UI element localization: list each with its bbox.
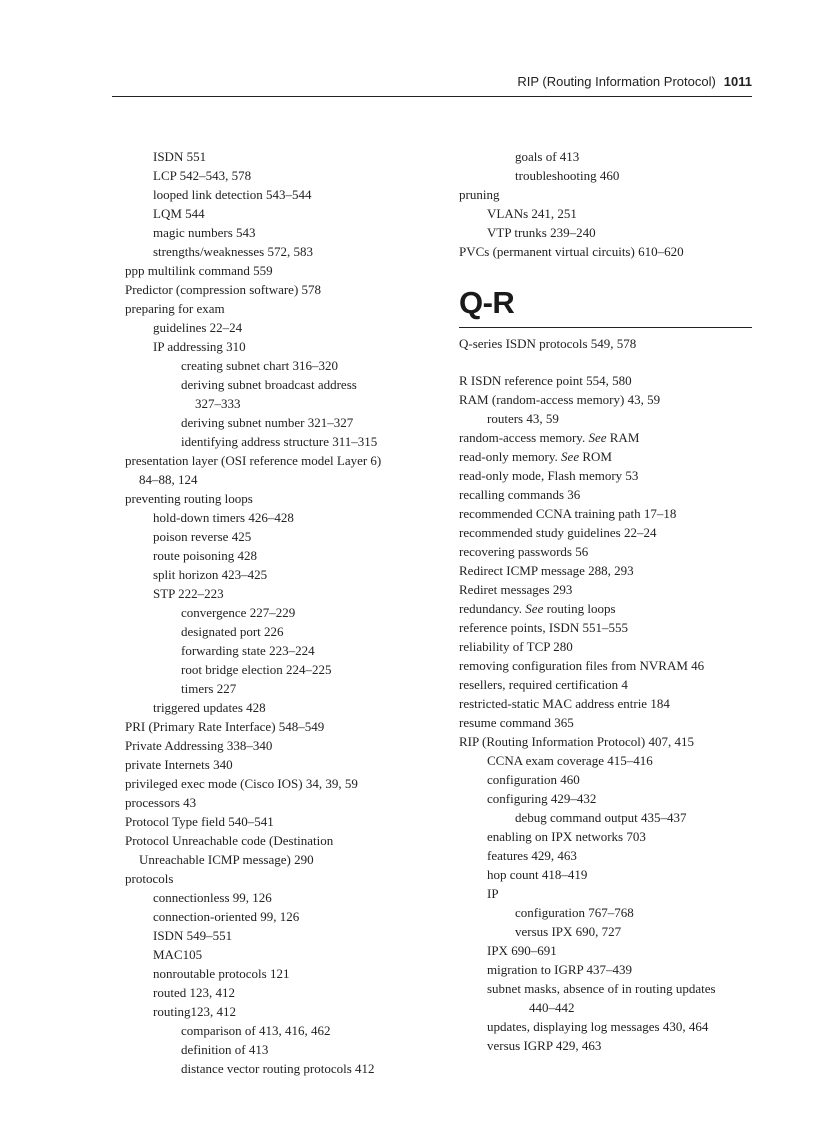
index-entry-text: debug command output 435–437 (515, 810, 687, 825)
index-entry-text: features 429, 463 (487, 848, 577, 863)
index-entry (125, 812, 445, 831)
index-entry (459, 732, 759, 751)
index-entry-text: distance vector routing protocols 412 (181, 1061, 375, 1076)
index-entry-text: R ISDN reference point 554, 580 (459, 373, 632, 388)
index-entry-text: forwarding state 223–224 (181, 643, 315, 658)
index-entry (125, 717, 445, 736)
section-rule (459, 327, 752, 328)
section-heading: Q-R (459, 285, 515, 320)
index-entry (459, 808, 759, 827)
index-entry-text: configuration 767–768 (515, 905, 634, 920)
index-entry (125, 755, 445, 774)
running-head (517, 74, 752, 89)
index-entry-text: deriving subnet number 321–327 (181, 415, 354, 430)
entry-gap (459, 353, 759, 371)
header-rule (112, 96, 752, 97)
index-entry (459, 998, 759, 1017)
index-entry-text: timers 227 (181, 681, 237, 696)
index-entry-text: recommended CCNA training path 17–18 (459, 506, 677, 521)
index-entry (459, 751, 759, 770)
index-entry (125, 869, 445, 888)
index-entry-text: troubleshooting 460 (515, 168, 620, 183)
index-entry (459, 789, 759, 808)
index-entry (459, 390, 759, 409)
index-entry (459, 580, 759, 599)
index-entry-text: LCP 542–543, 578 (153, 168, 252, 183)
index-entry-text: resume command 365 (459, 715, 574, 730)
index-entry (459, 960, 759, 979)
index-entry-text: configuring 429–432 (487, 791, 597, 806)
index-entry (125, 527, 445, 546)
index-entry-text: route poisoning 428 (153, 548, 257, 563)
index-column-right (459, 147, 759, 1055)
index-entry-text: PRI (Primary Rate Interface) 548–549 (125, 719, 325, 734)
index-entry-text: LQM 544 (153, 206, 205, 221)
index-entry (125, 337, 445, 356)
see-reference-label: See (525, 601, 544, 616)
index-entry (125, 1021, 445, 1040)
index-entry (459, 713, 759, 732)
see-reference-target: RAM (609, 430, 640, 445)
index-entry (125, 451, 445, 470)
index-entry (459, 561, 759, 580)
index-entry-text: preparing for exam (125, 301, 225, 316)
index-entry-text: hold-down timers 426–428 (153, 510, 294, 525)
index-entry (459, 979, 759, 998)
index-entries-q (459, 334, 759, 353)
index-entry (459, 865, 759, 884)
index-entry (459, 242, 759, 261)
index-entry-text: restricted-static MAC address entrie 184 (459, 696, 670, 711)
index-entry-text: Private Addressing 338–340 (125, 738, 273, 753)
index-entry (125, 850, 445, 869)
index-entry-text: preventing routing loops (125, 491, 253, 506)
index-entry-text: pruning (459, 187, 500, 202)
index-entry (125, 261, 445, 280)
index-entry-text: identifying address structure 311–315 (181, 434, 378, 449)
see-reference-target: ROM (582, 449, 612, 464)
index-entry (459, 770, 759, 789)
index-entry (459, 922, 759, 941)
index-entry-text: presentation layer (OSI reference model Layer 6) (125, 453, 382, 468)
index-entry-text: ppp multilink command 559 (125, 263, 273, 278)
index-entry (125, 280, 445, 299)
index-entry-text: VTP trunks 239–240 (487, 225, 596, 240)
index-entry-text: MAC105 (153, 947, 203, 962)
index-entry (125, 736, 445, 755)
see-reference-label: See (588, 430, 607, 445)
index-entry-text: 440–442 (529, 1000, 575, 1015)
index-entry-text: RIP (Routing Information Protocol) 407, 415 (459, 734, 694, 749)
index-entry-text: removing configuration files from NVRAM 46 (459, 658, 705, 673)
index-entry-text: privileged exec mode (Cisco IOS) 34, 39, 59 (125, 776, 358, 791)
index-entry-text: definition of 413 (181, 1042, 269, 1057)
index-entry-text: Q-series ISDN protocols 549, 578 (459, 336, 637, 351)
index-entry (125, 698, 445, 717)
index-entry (125, 584, 445, 603)
index-entry (125, 907, 445, 926)
index-entry-text: magic numbers 543 (153, 225, 256, 240)
index-entry-text: Protocol Unreachable code (Destination (125, 833, 334, 848)
index-entry (125, 375, 445, 394)
index-entry (459, 846, 759, 865)
index-entry-text: migration to IGRP 437–439 (487, 962, 633, 977)
index-entry-text: VLANs 241, 251 (487, 206, 577, 221)
index-entry (459, 523, 759, 542)
index-entries-p (459, 147, 759, 261)
index-entry-text: configuration 460 (487, 772, 580, 787)
index-entry-text: recovering passwords 56 (459, 544, 589, 559)
index-entry-text: enabling on IPX networks 703 (487, 829, 646, 844)
index-entry (125, 565, 445, 584)
index-entry (125, 242, 445, 261)
index-entry (125, 394, 445, 413)
index-entry-text: redundancy. (459, 601, 523, 616)
index-entry-text: comparison of 413, 416, 462 (181, 1023, 331, 1038)
index-column-left (125, 147, 445, 1078)
index-entry (125, 983, 445, 1002)
index-entry-text: 84–88, 124 (139, 472, 198, 487)
index-entry (459, 599, 759, 618)
index-entry (125, 223, 445, 242)
index-entry (459, 147, 759, 166)
index-entry-text: guidelines 22–24 (153, 320, 243, 335)
index-entry-text: reference points, ISDN 551–555 (459, 620, 628, 635)
index-entry-text: triggered updates 428 (153, 700, 266, 715)
index-entry (459, 409, 759, 428)
index-entry (459, 618, 759, 637)
index-entry (459, 504, 759, 523)
index-entry-text: connectionless 99, 126 (153, 890, 272, 905)
index-entry-text: Predictor (compression software) 578 (125, 282, 322, 297)
index-entry-text: RAM (random-access memory) 43, 59 (459, 392, 661, 407)
index-entry (459, 1017, 759, 1036)
index-entry (459, 371, 759, 390)
index-entry-text: Protocol Type field 540–541 (125, 814, 274, 829)
index-entry-text: STP 222–223 (153, 586, 224, 601)
index-entry (459, 827, 759, 846)
page-header (112, 66, 752, 96)
index-entry-text: routers 43, 59 (487, 411, 559, 426)
index-entry-text: connection-oriented 99, 126 (153, 909, 300, 924)
index-entry-text: recalling commands 36 (459, 487, 581, 502)
index-entry (125, 413, 445, 432)
index-entry-text: ISDN 549–551 (153, 928, 233, 943)
index-entry-text: Redirect ICMP message 288, 293 (459, 563, 634, 578)
index-entry-text: routing123, 412 (153, 1004, 237, 1019)
index-entry (459, 204, 759, 223)
index-entry (125, 546, 445, 565)
index-entry (459, 447, 759, 466)
index-entry (125, 489, 445, 508)
index-entry-text: Rediret messages 293 (459, 582, 573, 597)
index-entry-text: creating subnet chart 316–320 (181, 358, 339, 373)
index-entry-text: protocols (125, 871, 174, 886)
index-entry-text: CCNA exam coverage 415–416 (487, 753, 653, 768)
index-entry (125, 185, 445, 204)
index-entry (459, 656, 759, 675)
index-entry-text: strengths/weaknesses 572, 583 (153, 244, 313, 259)
index-entry (125, 166, 445, 185)
index-entry-text: PVCs (permanent virtual circuits) 610–620 (459, 244, 684, 259)
index-entry (459, 166, 759, 185)
index-entry-text: processors 43 (125, 795, 197, 810)
index-entry (125, 603, 445, 622)
index-entry-text: nonroutable protocols 121 (153, 966, 290, 981)
index-entry-text: routed 123, 412 (153, 985, 235, 1000)
index-entry (125, 508, 445, 527)
index-entry (125, 774, 445, 793)
index-entry (459, 223, 759, 242)
see-reference-label: See (561, 449, 580, 464)
index-entry-text: designated port 226 (181, 624, 284, 639)
index-entry (459, 485, 759, 504)
index-entry (125, 964, 445, 983)
running-title: RIP (Routing Information Protocol) (517, 74, 716, 89)
index-entry-text: IP (487, 886, 499, 901)
see-reference-target: routing loops (546, 601, 616, 616)
index-entry-text: Unreachable ICMP message) 290 (139, 852, 314, 867)
index-entry (459, 334, 759, 353)
index-entry (125, 356, 445, 375)
index-entry-text: reliability of TCP 280 (459, 639, 573, 654)
index-entry (125, 622, 445, 641)
index-entry (459, 542, 759, 561)
index-entry-text: recommended study guidelines 22–24 (459, 525, 657, 540)
index-entry (459, 185, 759, 204)
index-entry-text: poison reverse 425 (153, 529, 252, 544)
index-entry-text: IPX 690–691 (487, 943, 557, 958)
index-entry-text: split horizon 423–425 (153, 567, 268, 582)
index-entry (125, 831, 445, 850)
index-entries-r (459, 371, 759, 1055)
index-entry-text: versus IGRP 429, 463 (487, 1038, 602, 1053)
index-entry-text: IP addressing 310 (153, 339, 246, 354)
index-entry (125, 888, 445, 907)
index-entry-text: deriving subnet broadcast address (181, 377, 357, 392)
index-entry (459, 903, 759, 922)
index-entry (125, 793, 445, 812)
index-entry (125, 926, 445, 945)
index-entry-text: read-only mode, Flash memory 53 (459, 468, 639, 483)
index-entry (459, 637, 759, 656)
index-entry (459, 941, 759, 960)
index-entry (459, 466, 759, 485)
index-entry-text: resellers, required certification 4 (459, 677, 628, 692)
index-entry (125, 470, 445, 489)
index-entry-text: random-access memory. (459, 430, 586, 445)
index-entry-text: updates, displaying log messages 430, 464 (487, 1019, 709, 1034)
index-entry (125, 1002, 445, 1021)
page-number: 1011 (723, 74, 752, 89)
index-entry (459, 428, 759, 447)
index-entry-text: looped link detection 543–544 (153, 187, 312, 202)
index-entry-text: convergence 227–229 (181, 605, 296, 620)
index-entry (459, 884, 759, 903)
index-entry (125, 1040, 445, 1059)
index-entry (459, 694, 759, 713)
index-entry (125, 660, 445, 679)
index-entry (125, 299, 445, 318)
index-entry-text: goals of 413 (515, 149, 580, 164)
index-entry (125, 945, 445, 964)
index-entry-text: private Internets 340 (125, 757, 233, 772)
index-entry (125, 147, 445, 166)
index-entry (125, 432, 445, 451)
index-entry-text: ISDN 551 (153, 149, 207, 164)
index-entry-text: 327–333 (195, 396, 241, 411)
index-entry (459, 675, 759, 694)
index-entry-text: versus IPX 690, 727 (515, 924, 622, 939)
index-entry (125, 204, 445, 223)
index-entry-text: root bridge election 224–225 (181, 662, 332, 677)
index-entry (125, 641, 445, 660)
index-entry-text: subnet masks, absence of in routing updates (487, 981, 716, 996)
index-entry (459, 1036, 759, 1055)
index-entry (125, 318, 445, 337)
index-entry (125, 1059, 445, 1078)
index-entry-text: read-only memory. (459, 449, 558, 464)
index-entry-text: hop count 418–419 (487, 867, 588, 882)
index-entry (125, 679, 445, 698)
